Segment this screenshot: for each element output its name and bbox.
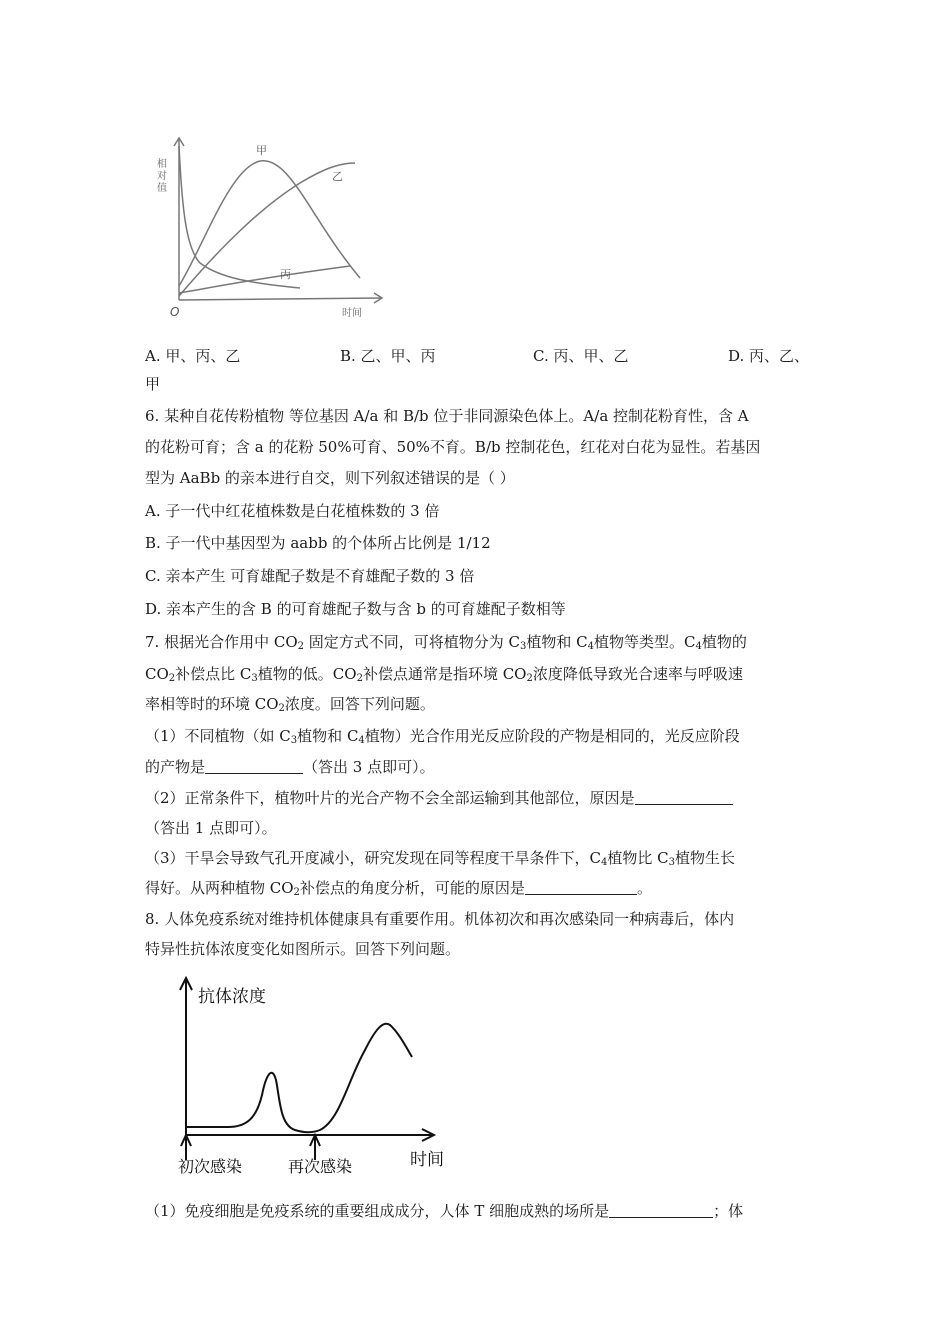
q8-part1-line1: （1）免疫细胞是免疫系统的重要组成成分，人体 T 细胞成熟的场所是 ；体 (145, 1202, 744, 1220)
q7-answer-blank-2[interactable] (635, 790, 733, 805)
q7-part2-line1: （2）正常条件下，植物叶片的光合产物不会全部运输到其他部位，原因是 (145, 788, 733, 808)
curve-bing (179, 146, 300, 288)
q6-option-a[interactable]: A. 子一代中红花植株数是白花植株数的 3 倍 (145, 502, 440, 520)
relative-value-chart (150, 128, 390, 328)
q7-part1-line1: （1）不同植物（如 $C_3$植物和 $C_4$植物）光合作用光反应阶段的产物是相同的，光反应阶段 (145, 727, 740, 746)
q7-part3-line1: （3）干旱会导致气孔开度减小，研究发现在同等程度干旱条件下，$C_4$植物比 $C_3$植物生长 (145, 849, 736, 868)
y-axis-label: 相对值 (154, 158, 166, 194)
x-axis-label: 时间 (410, 1150, 444, 1170)
second-infection-label: 再次感染 (288, 1157, 353, 1176)
curve-label-yi: 乙 (332, 170, 343, 183)
q6-stem-2: 的花粉可育；含 a 的花粉 50%可育、50%不育。B/b 控制花色，红花对白花为显性。若基因 (145, 438, 761, 456)
q7-part3-line2: 得好。从两种植物 $CO_2$补偿点的角度分析，可能的原因是 。 (145, 879, 652, 898)
x-axis-label: 时间 (342, 308, 362, 319)
q6-option-c[interactable]: C. 亲本产生 可育雄配子数是不育雄配子数的 3 倍 (145, 567, 475, 585)
q5-option-d[interactable]: D. 丙、乙、 (728, 347, 810, 365)
q7-stem-3: 率相等时的环境 $CO_2$浓度。回答下列问题。 (145, 695, 435, 714)
q6-stem-1: 6. 某种自花传粉植物 等位基因 A/a 和 B/b 位于非同源染色体上。A/a 控制花粉育性，含 A (145, 407, 749, 425)
q7-part2-line2: （答出 1 点即可）。 (145, 819, 277, 837)
q6-option-b[interactable]: B. 子一代中基因型为 aabb 的个体所占比例是 1/12 (145, 534, 491, 552)
q5-option-b[interactable]: B. 乙、甲、丙 (340, 347, 436, 365)
antibody-curve (186, 1024, 412, 1133)
antibody-concentration-chart (170, 970, 460, 1180)
q7-stem-2: $CO_2$补偿点比 $C_3$植物的低。$CO_2$补偿点通常是指环境 $CO_2$浓度降低导致光合速率与呼吸速 (145, 665, 743, 684)
q5-option-a[interactable]: A. 甲、丙、乙 (145, 347, 241, 365)
q6-option-d[interactable]: D. 亲本产生的含 B 的可育雄配子数与含 b 的可育雄配子数相等 (145, 600, 566, 618)
q7-part1-line2: 的产物是 （答出 3 点即可）。 (145, 758, 435, 776)
q5-option-c[interactable]: C. 丙、甲、乙 (533, 347, 629, 365)
q7-answer-blank-1[interactable] (205, 759, 303, 774)
origin-label: O (170, 305, 180, 319)
q7-stem-1: 7. 根据光合作用中 $CO_2$ 固定方式不同，可将植物分为 $C_3$植物和 $C_4$植物等类型。$C_4$植物的 (145, 633, 747, 652)
q5-option-d-cont: 甲 (145, 375, 161, 393)
curve-label-jia: 甲 (256, 144, 267, 157)
curve-label-bing: 丙 (280, 268, 291, 281)
q8-stem-1: 8. 人体免疫系统对维持机体健康具有重要作用。机体初次和再次感染同一种病毒后，体内 (145, 910, 735, 928)
first-infection-label: 初次感染 (178, 1157, 243, 1176)
curve-yi (179, 163, 355, 296)
y-axis-label: 抗体浓度 (198, 987, 266, 1007)
q6-stem-3: 型为 AaBb 的亲本进行自交，则下列叙述错误的是（ ） (145, 469, 515, 487)
q8-answer-blank-1[interactable] (609, 1203, 713, 1218)
q8-stem-2: 特异性抗体浓度变化如图所示。回答下列问题。 (145, 940, 461, 958)
q7-answer-blank-3[interactable] (525, 880, 637, 895)
